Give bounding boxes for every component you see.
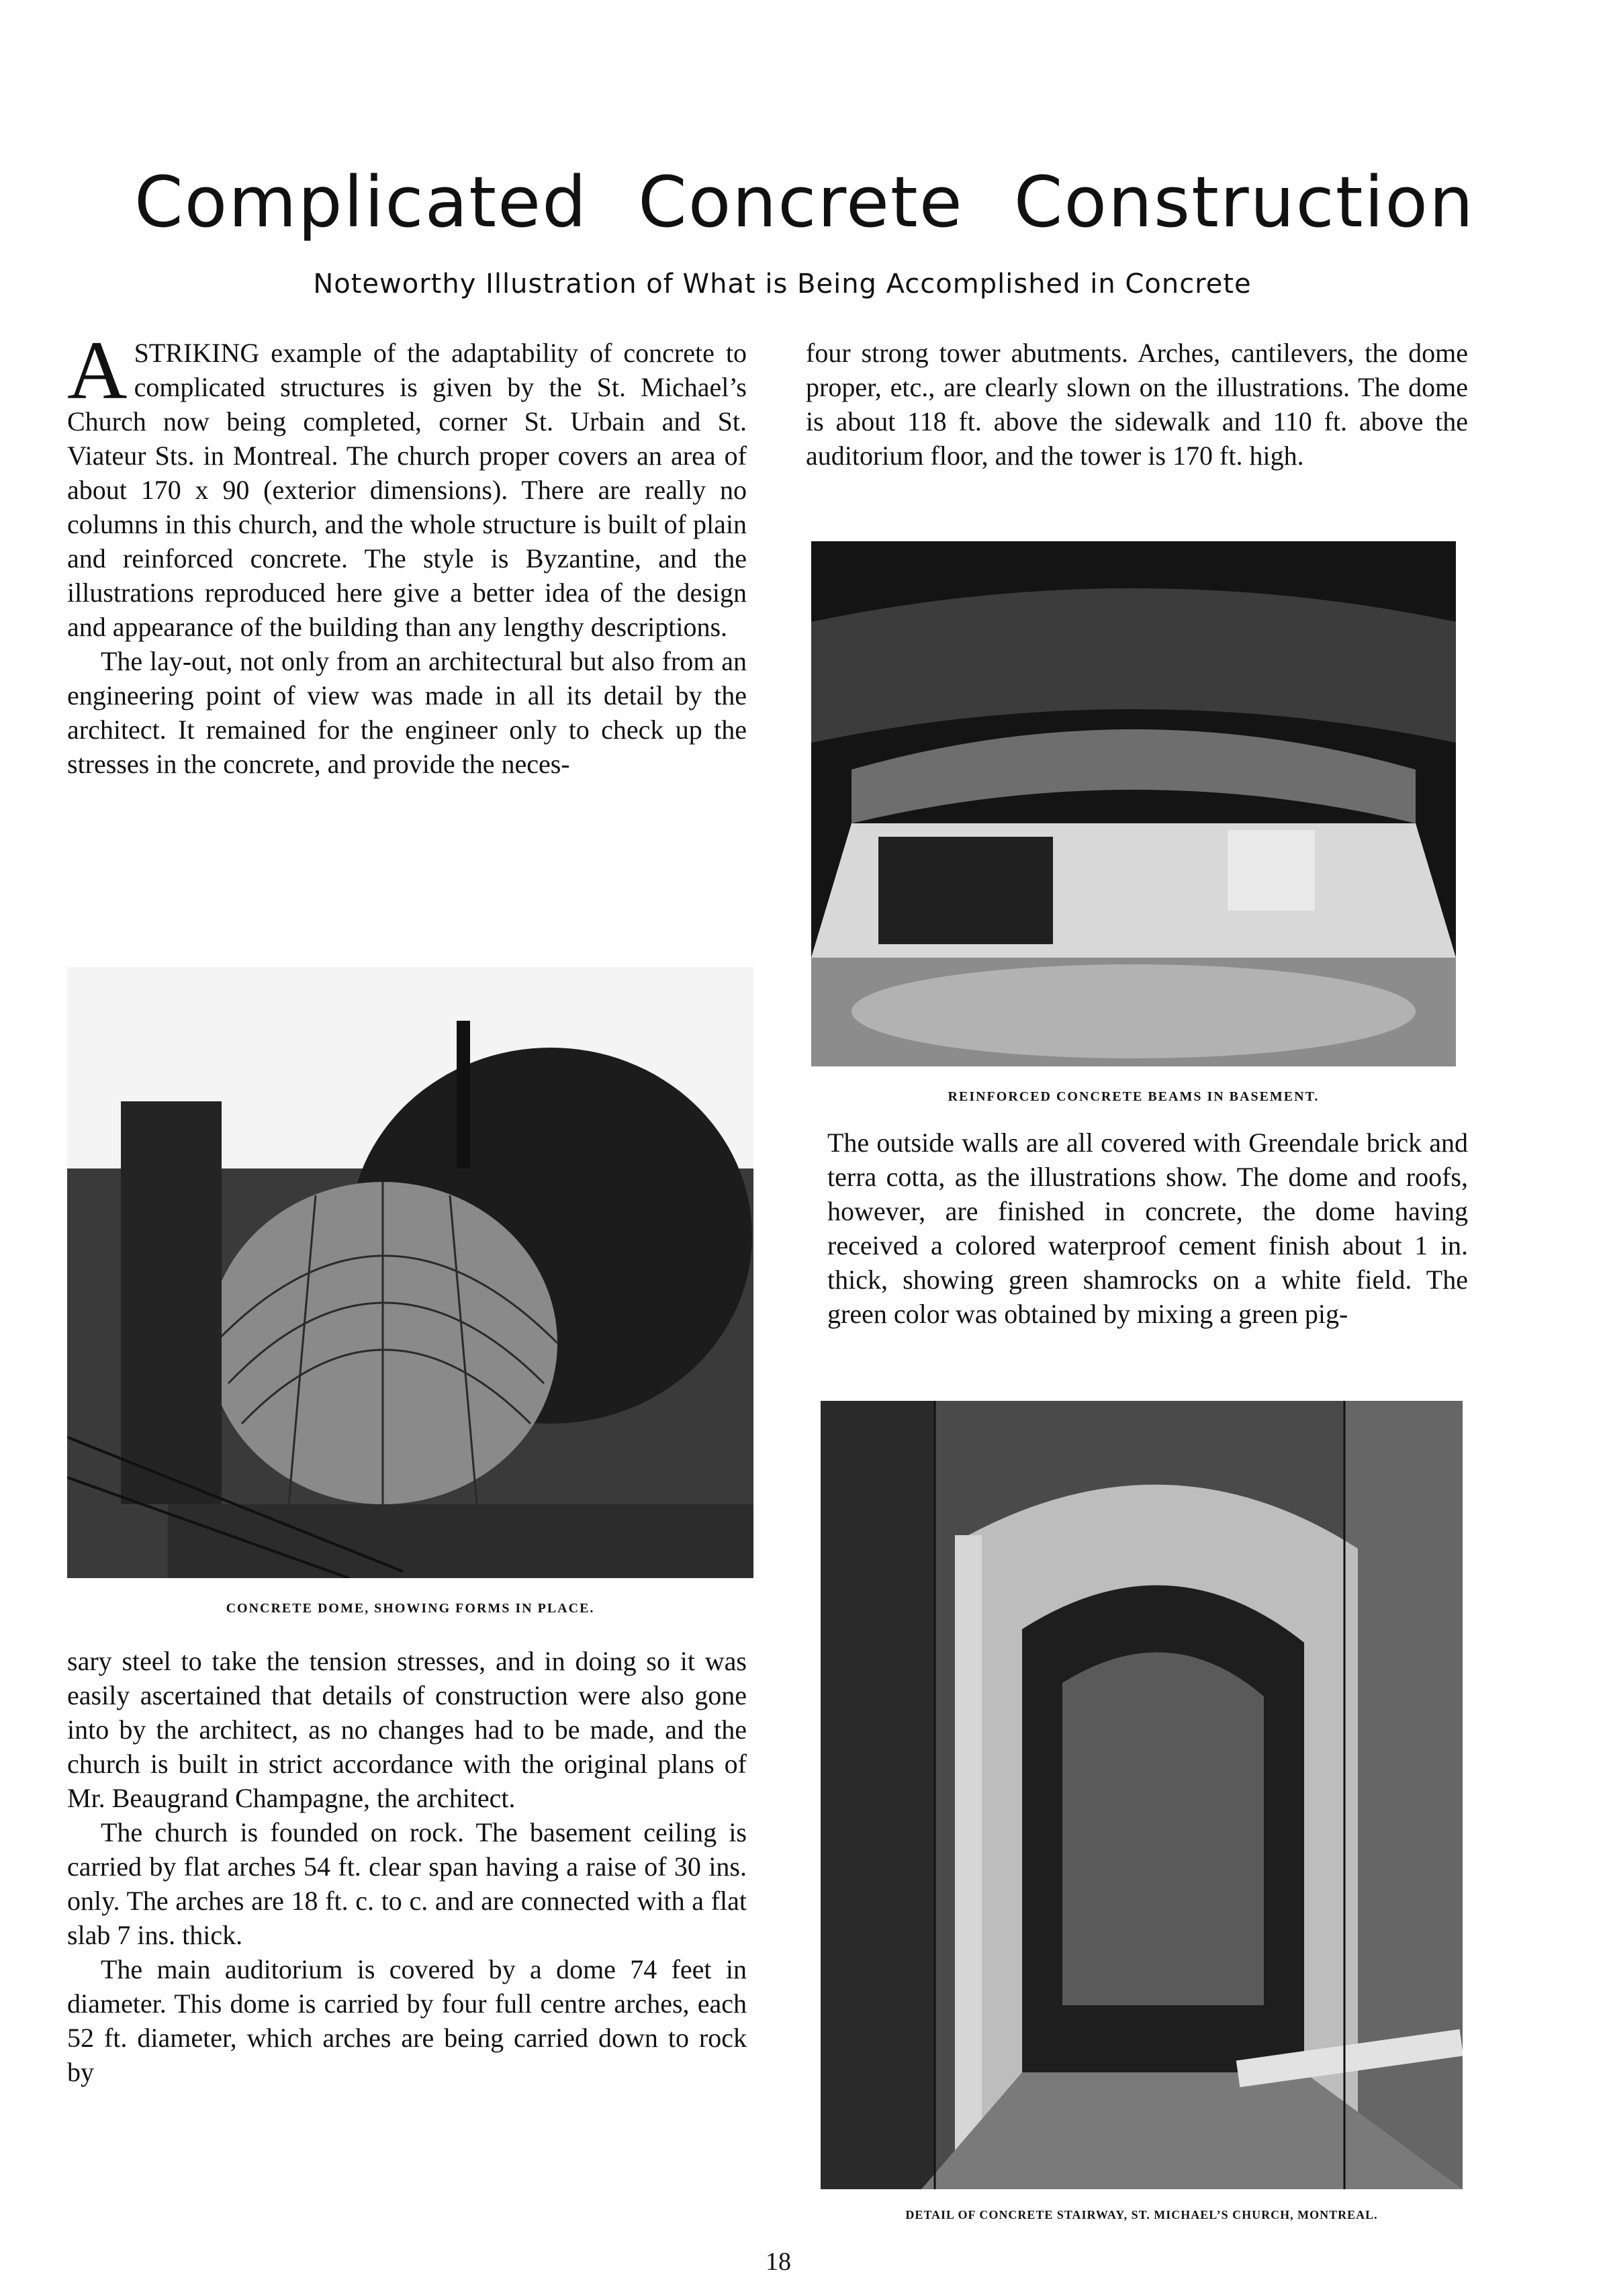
page-number: 18 <box>766 2248 791 2276</box>
column-1-top <box>67 324 747 781</box>
paragraph-3: sary steel to take the tension stresses, and in doing so it was easily ascertained that details of construction were also gone into by the architect, as no changes had to be made, and the church is built in strict accordance with the original plans of Mr. Beaugrand Champagne, the architect. <box>67 1646 747 1813</box>
stairway-illustration <box>821 1401 1463 2189</box>
paragraph-1-text: STRIKING example of the adaptability of concrete to complicated structures is given by the St. Michael’s Church now being completed, corner St. Urbain and St. Viateur Sts. in Montreal. The church proper covers an area of about 170 x 90 (exterior dimensions). There are really no columns in this church, and the whole structure is built of plain and reinforced concrete. The style is Byzantine, and the illustrations reproduced here give a better idea of the design and appearance of the building than any lengthy descriptions. <box>67 338 747 642</box>
dome-photo <box>67 967 753 1578</box>
dome-illustration <box>67 967 753 1578</box>
dome-caption: CONCRETE DOME, SHOWING FORMS IN PLACE. <box>226 1601 595 1616</box>
paragraph-7: The outside walls are all covered with Greendale brick and terra cotta, as the illustrations show. The dome and roofs, however, are finished in concrete, the dome having received a colored waterproof cement finish about 1 in. thick, showing green shamrocks on a white field. The green color was obtained by mixing a green pig- <box>827 1128 1468 1329</box>
paragraph-4: The church is founded on rock. The basement ceiling is carried by flat arches 54 ft. clear span having a raise of 30 ins. only. The arches are 18 ft. c. to c. and are connected with a flat slab 7 ins. thick. <box>67 1817 747 1950</box>
paragraph-6: four strong tower abutments. Arches, cantilevers, the dome proper, etc., are clearly slown on the illustrations. The dome is about 118 ft. above the sidewalk and 110 ft. above the auditorium floor, and the tower is 170 ft. high. <box>806 338 1468 471</box>
paragraph-2: The lay-out, not only from an architectural but also from an engineering point of view was made in all its detail by the architect. It remained for the engineer only to check up the stresses in the concrete, and provide the neces- <box>67 646 747 779</box>
paragraph-1 <box>67 324 747 644</box>
stairway-photo <box>821 1401 1463 2189</box>
column-2-middle <box>827 1126 1468 1331</box>
paragraph-5: The main auditorium is covered by a dome 74 feet in diameter. This dome is carried by four full centre arches, each 52 ft. diameter, which arches are being carried down to rock by <box>67 1954 747 2087</box>
drop-cap: A <box>67 324 128 416</box>
column-2-top <box>806 336 1468 473</box>
article-title: Complicated Concrete Construction <box>134 161 1475 243</box>
column-1-bottom <box>67 1644 747 2089</box>
basement-illustration <box>811 541 1456 1066</box>
stairway-caption: DETAIL OF CONCRETE STAIRWAY, ST. MICHAEL’S CHURCH, MONTREAL. <box>905 2208 1378 2221</box>
basement-beams-photo <box>811 541 1456 1066</box>
article-subtitle: Noteworthy Illustration of What is Being Accomplished in Concrete <box>313 269 1252 300</box>
beams-caption: REINFORCED CONCRETE BEAMS IN BASEMENT. <box>948 1089 1320 1104</box>
